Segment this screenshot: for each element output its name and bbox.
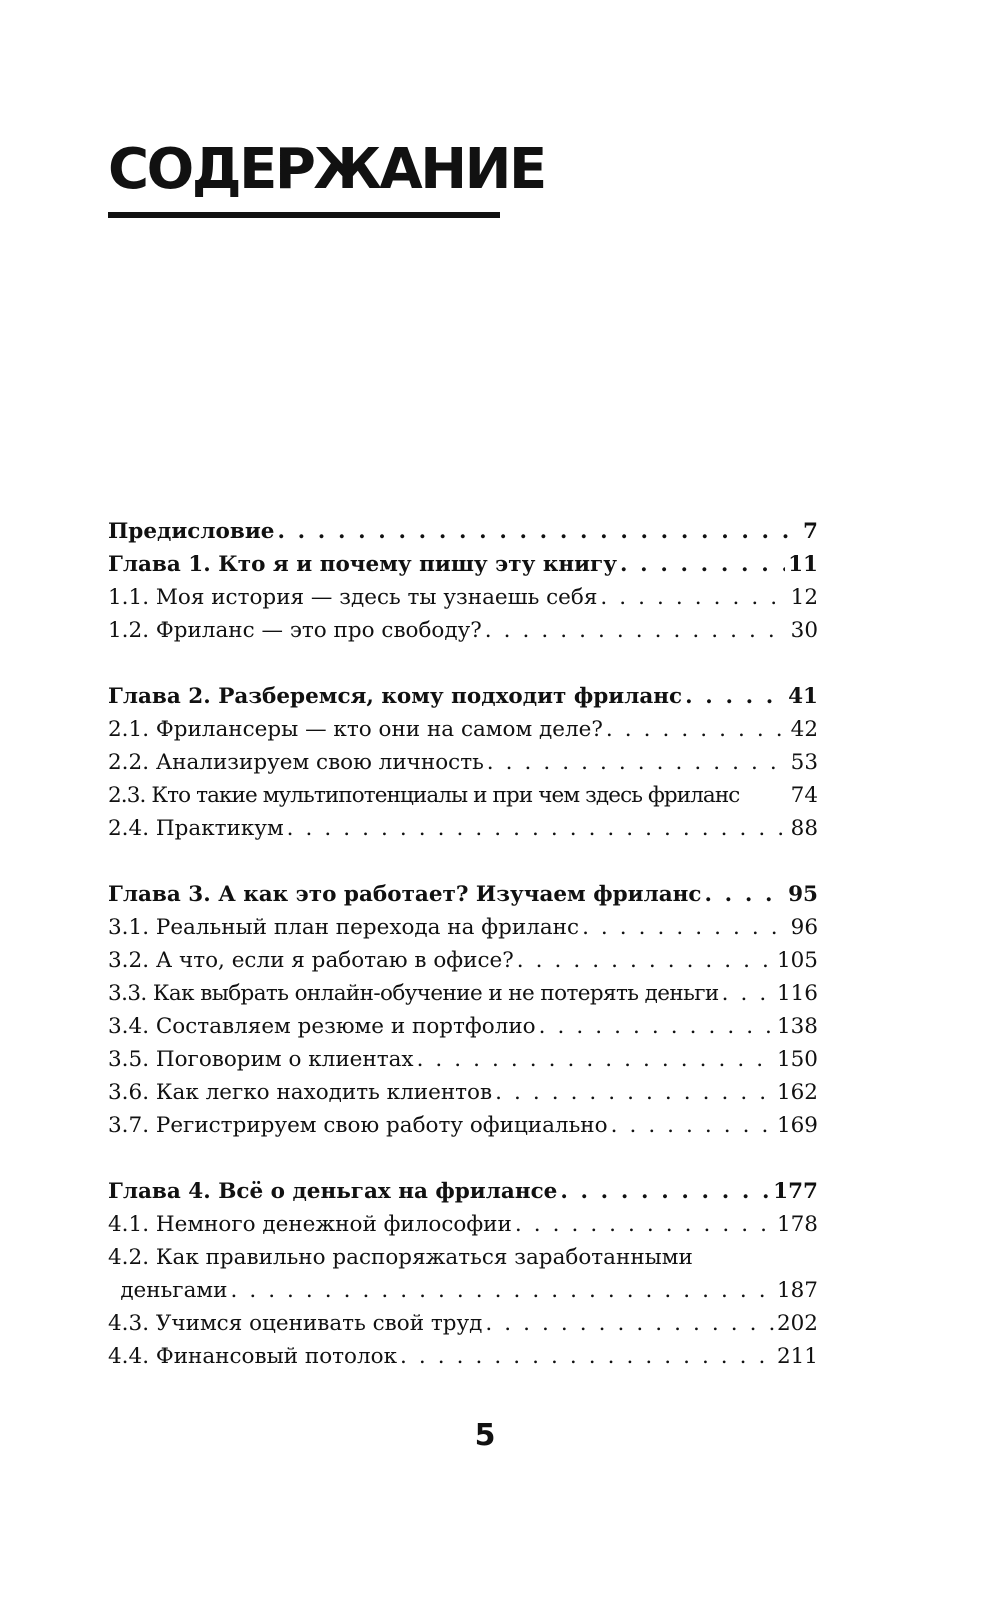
page-number: 5 [474,1418,496,1453]
dot-leader [539,1010,774,1043]
dot-leader [620,548,785,581]
toc-entry-preface[interactable] [108,515,818,548]
toc-entry-page: 12 [790,585,818,610]
toc-entry-label: 3.3. Как выбрать онлайн-обучение и не потерять деньги [108,981,719,1006]
toc-entry-page: 42 [790,717,818,742]
dot-leader [400,1340,774,1373]
dot-leader [417,1043,774,1076]
toc-entry-4-3[interactable] [108,1307,818,1340]
toc-entry-page: 178 [776,1212,818,1237]
dot-leader [600,581,787,614]
toc-entry-label: 4.2. Как правильно распоряжаться заработанными [108,1245,693,1270]
toc-entry-4-2-continued[interactable] [108,1274,818,1307]
toc-group-ch2 [108,680,818,845]
toc-group-ch4 [108,1175,818,1373]
toc-entry-page: 7 [803,519,818,544]
toc-entry-label: 3.5. Поговорим о клиентах [108,1047,414,1072]
toc-entry-chapter-3[interactable] [108,878,818,911]
dot-leader [560,1175,770,1208]
toc-entry-label: Глава 3. А как это работает? Изучаем фриланс [108,882,702,907]
dot-leader [611,1109,774,1142]
dot-leader [277,515,800,548]
toc-entry-label: 3.6. Как легко находить клиентов [108,1080,493,1105]
toc-entry-page: 138 [776,1014,818,1039]
toc-entry-page: 41 [788,684,818,709]
toc-entry-3-7[interactable] [108,1109,818,1142]
toc-entry-page: 169 [776,1113,818,1138]
toc-entry-label: 1.2. Фриланс — это про свободу? [108,618,482,643]
dot-leader [230,1274,774,1307]
title-underline [108,212,500,218]
toc-entry-page: 96 [790,915,818,940]
toc-entry-label: 2.3. Кто такие мультипотенциалы и при чем здесь фриланс [108,783,740,808]
dot-leader [485,1307,774,1340]
dot-leader [722,977,774,1010]
toc-entry-label: 3.4. Составляем резюме и портфолио [108,1014,536,1039]
dot-leader [517,944,774,977]
toc-entry-2-1[interactable] [108,713,818,746]
toc-entry-label: 3.7. Регистрируем свою работу официально [108,1113,608,1138]
dot-leader [685,680,785,713]
toc-entry-4-4[interactable] [108,1340,818,1373]
toc-entry-1-1[interactable] [108,581,818,614]
toc-entry-page: 187 [776,1278,818,1303]
table-of-contents [108,515,818,1406]
toc-entry-label: 2.2. Анализируем свою личность [108,750,484,775]
dot-leader [287,812,788,845]
toc-entry-2-4[interactable] [108,812,818,845]
toc-entry-1-2[interactable] [108,614,818,647]
toc-entry-label: 4.3. Учимся оценивать свой труд [108,1311,483,1336]
dot-leader [485,614,788,647]
toc-entry-page: 11 [788,552,818,577]
toc-entry-3-5[interactable] [108,1043,818,1076]
toc-entry-label-continued: деньгами [120,1278,228,1303]
dot-leader [705,878,786,911]
toc-entry-page: 95 [788,882,818,907]
toc-entry-label: Глава 2. Разберемся, кому подходит фриланс [108,684,683,709]
toc-entry-chapter-2[interactable] [108,680,818,713]
toc-entry-page: 30 [790,618,818,643]
page-title: СОДЕРЖАНИЕ [108,137,545,202]
dot-leader [495,1076,774,1109]
toc-entry-label: Глава 4. Всё о деньгах на фрилансе [108,1179,558,1204]
toc-entry-chapter-1[interactable] [108,548,818,581]
toc-entry-page: 74 [790,783,818,808]
toc-entry-2-2[interactable] [108,746,818,779]
toc-entry-3-2[interactable] [108,944,818,977]
toc-entry-label: Глава 1. Кто я и почему пишу эту книгу [108,552,617,577]
toc-entry-page: 116 [776,981,818,1006]
toc-entry-label: 4.4. Финансовый потолок [108,1344,398,1369]
toc-entry-page: 88 [790,816,818,841]
dot-leader [582,911,788,944]
toc-entry-3-1[interactable] [108,911,818,944]
toc-entry-3-3[interactable] [108,977,818,1010]
dot-leader [515,1208,774,1241]
toc-entry-label: 4.1. Немного денежной философии [108,1212,512,1237]
toc-entry-4-2[interactable] [108,1241,818,1274]
toc-group-ch1 [108,515,818,647]
toc-entry-page: 202 [776,1311,818,1336]
toc-entry-page: 150 [776,1047,818,1072]
toc-entry-page: 177 [773,1179,818,1204]
toc-entry-label: 1.1. Моя история — здесь ты узнаешь себя [108,585,598,610]
toc-entry-page: 53 [790,750,818,775]
toc-entry-label: 3.2. А что, если я работаю в офисе? [108,948,514,973]
toc-group-ch3 [108,878,818,1142]
toc-entry-label: 3.1. Реальный план перехода на фриланс [108,915,580,940]
toc-entry-page: 105 [776,948,818,973]
toc-entry-label: Предисловие [108,519,275,544]
dot-leader [606,713,788,746]
toc-entry-label: 2.1. Фрилансеры — кто они на самом деле? [108,717,603,742]
toc-entry-chapter-4[interactable] [108,1175,818,1208]
toc-entry-3-4[interactable] [108,1010,818,1043]
toc-entry-label: 2.4. Практикум [108,816,284,841]
toc-entry-4-1[interactable] [108,1208,818,1241]
toc-entry-3-6[interactable] [108,1076,818,1109]
toc-entry-2-3[interactable] [108,779,818,812]
toc-entry-page: 211 [776,1344,818,1369]
dot-leader [487,746,788,779]
toc-entry-page: 162 [776,1080,818,1105]
